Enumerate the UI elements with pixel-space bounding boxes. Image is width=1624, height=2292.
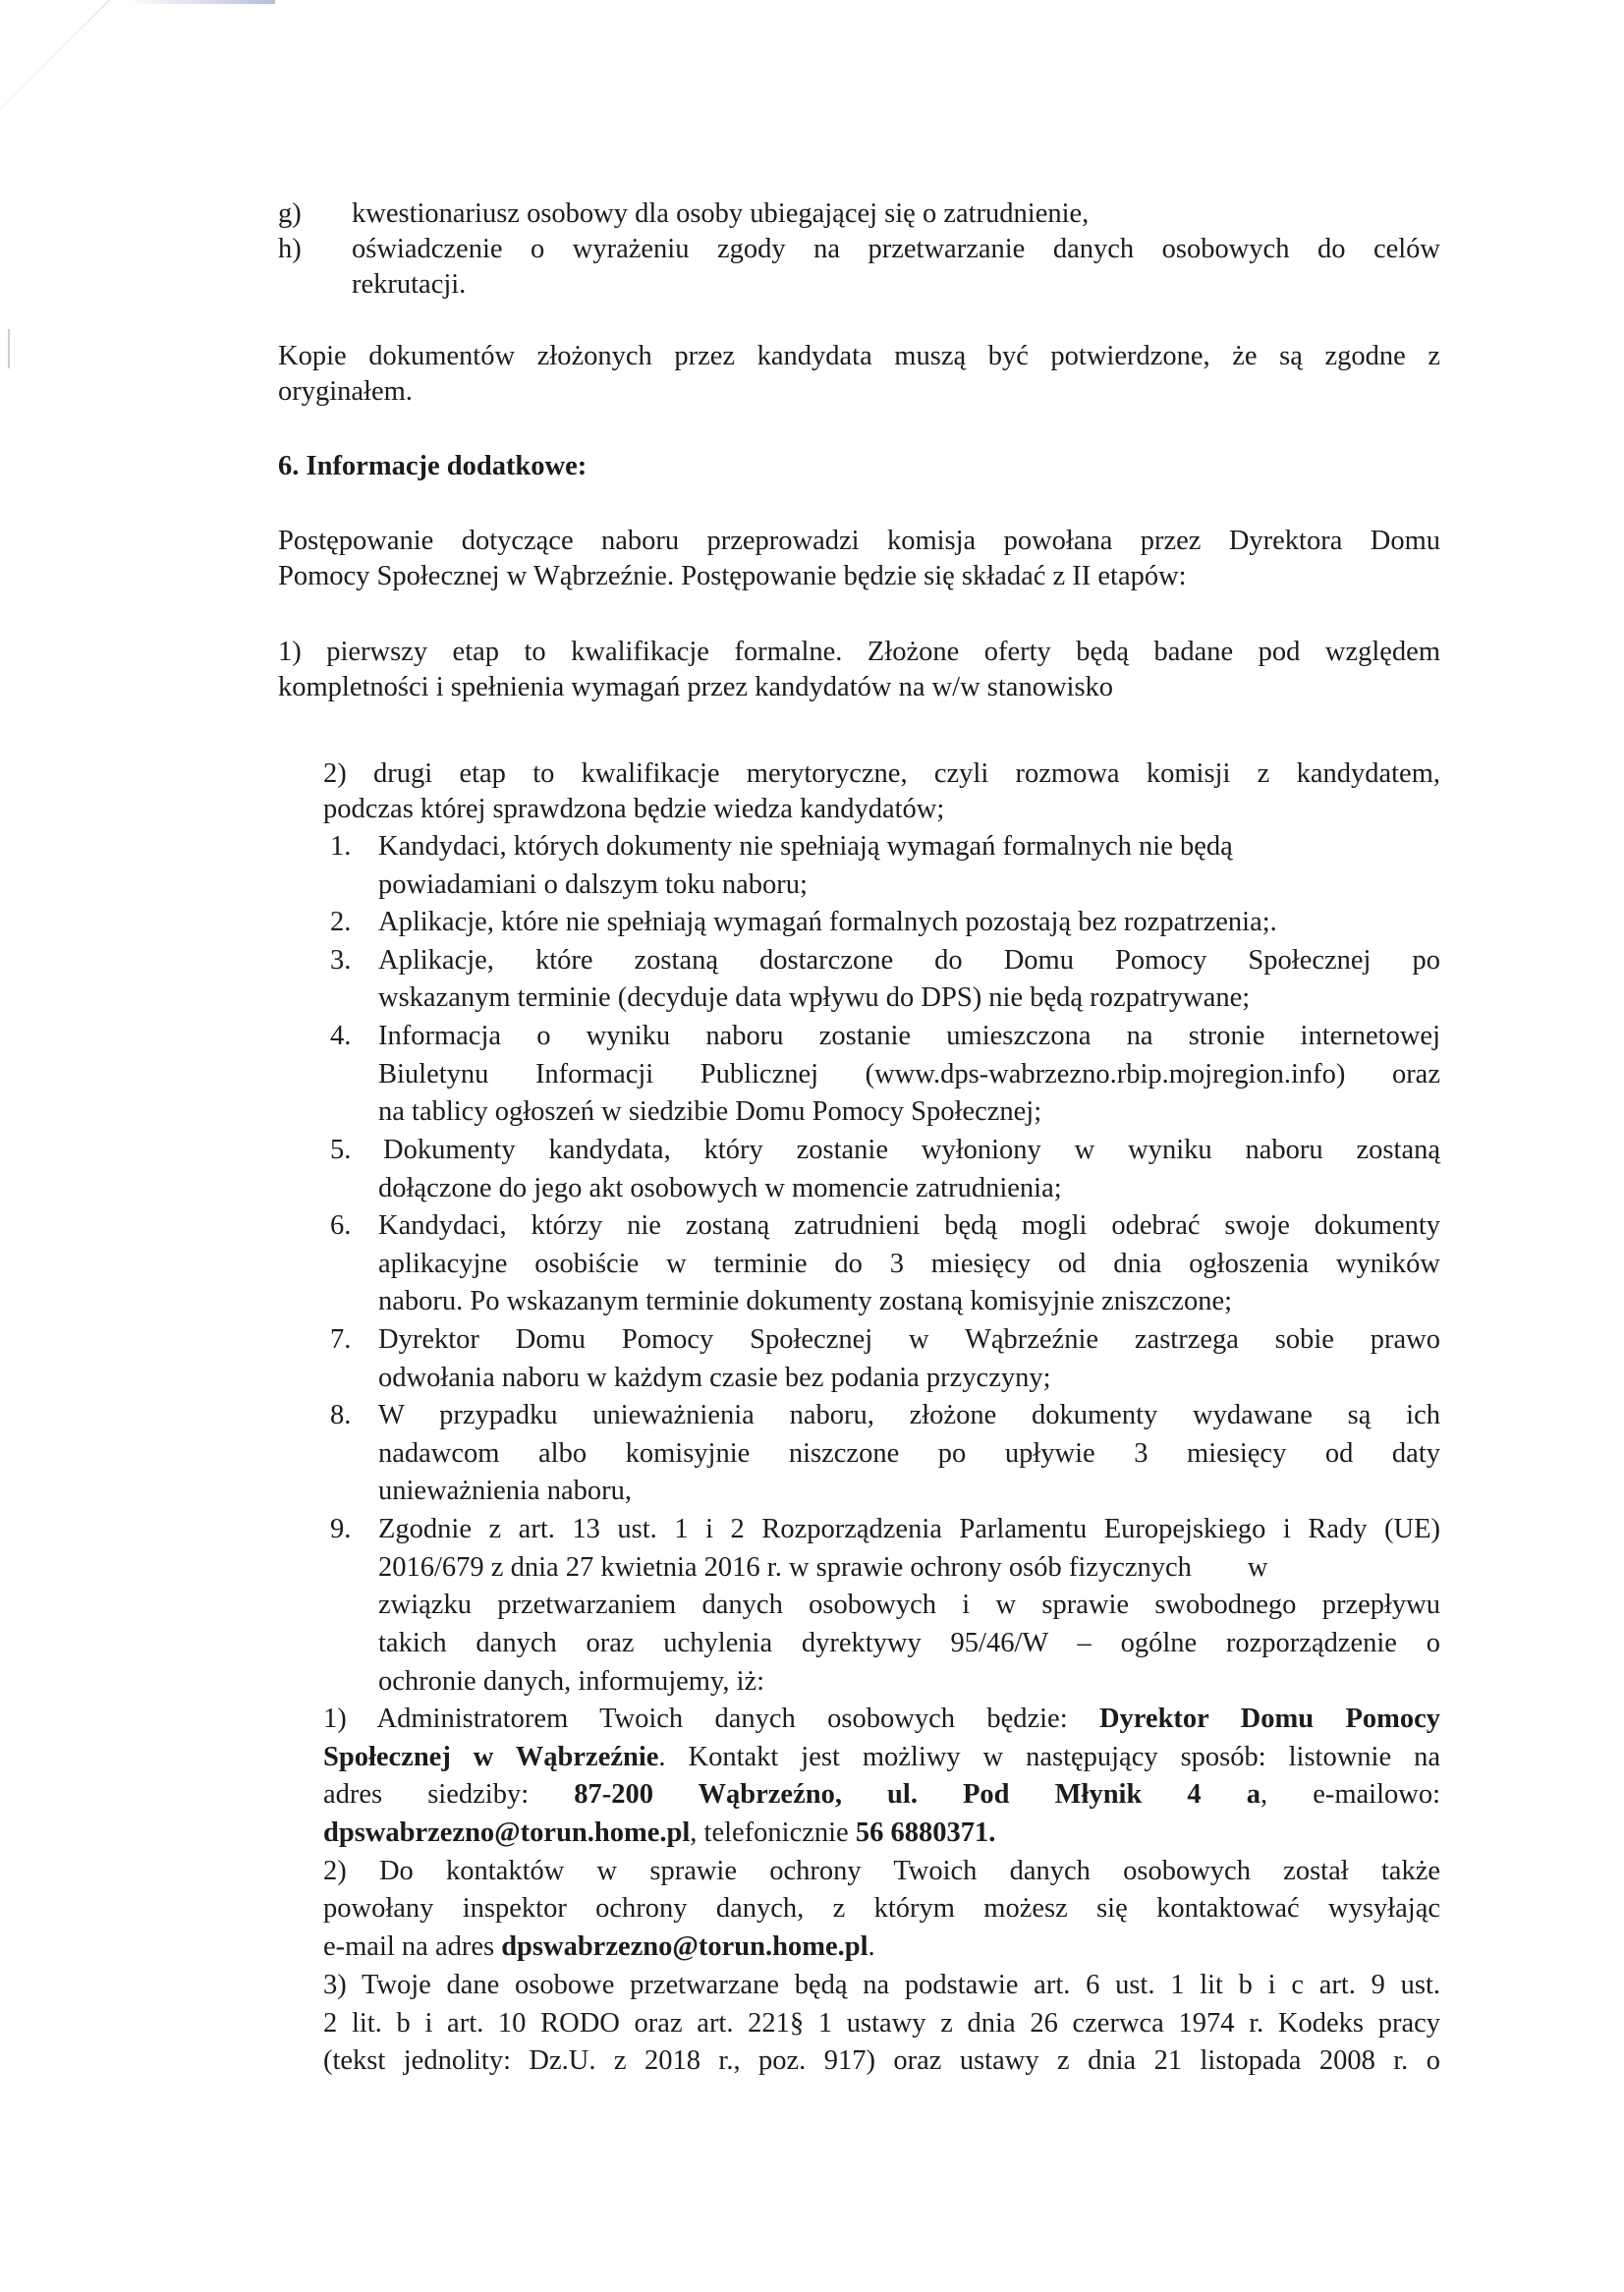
numbered-item-text: na tablicy ogłoszeń w siedzibie Domu Pomocy Społecznej; xyxy=(378,1096,1042,1127)
list-item-text: kwestionariusz osobowy dla osoby ubiegającej się o zatrudnienie, xyxy=(352,198,1090,229)
copies-note: Kopie dokumentów złożonych przez kandydata muszą być potwierdzone, że są zgodne z xyxy=(278,341,1440,371)
rodo-legal-basis-line: 2 lit. b i art. 10 RODO oraz art. 221§ 1 ustawy z dnia 26 czerwca 1974 r. Kodeks pracy xyxy=(323,2008,1440,2039)
stage-1-text: 1) pierwszy etap to kwalifikacje formalne. Złożone oferty będą badane pod względem xyxy=(278,637,1440,667)
administrator-name: Dyrektor Domu Pomocy xyxy=(1098,1704,1440,1734)
item-number: 6. xyxy=(330,1210,352,1241)
text: , e-mailowo: xyxy=(1260,1779,1441,1810)
email-address: dpswabrzezno@torun.home.pl xyxy=(501,1931,868,1962)
numbered-item-text: wskazanym terminie (decyduje data wpływu do DPS) nie będą rozpatrywane; xyxy=(378,982,1251,1013)
numbered-item-text: Kandydaci, którzy nie zostaną zatrudnieni będą mogli odebrać swoje dokumenty xyxy=(378,1210,1440,1241)
item-number: 4. xyxy=(330,1021,352,1051)
administrator-name: Społecznej w Wąbrzeźnie xyxy=(323,1742,659,1772)
paragraph-line: Postępowanie dotyczące naboru przeprowadzi komisja powołana przez Dyrektora Domu xyxy=(278,526,1440,556)
list-item-text: rekrutacji. xyxy=(352,269,467,300)
numbered-item-text: naboru. Po wskazanym terminie dokumenty zostaną komisyjnie zniszczone; xyxy=(378,1286,1233,1316)
scan-artifact xyxy=(8,329,10,368)
email-address: dpswabrzezno@torun.home.pl xyxy=(323,1817,691,1848)
rodo-admin-line xyxy=(323,1702,1440,1737)
phone-number: 56 6880371. xyxy=(855,1817,996,1848)
section-heading: 6. Informacje dodatkowe: xyxy=(278,451,588,481)
numbered-item-text: Zgodnie z art. 13 ust. 1 i 2 Rozporządzenia Parlamentu Europejskiego i Rady (UE) xyxy=(378,1514,1440,1544)
numbered-item-text: W przypadku unieważnienia naboru, złożone dokumenty wydawane są ich xyxy=(378,1400,1440,1430)
numbered-item-text: Informacja o wyniku naboru zostanie umieszczona na stronie internetowej xyxy=(378,1021,1440,1051)
stage-2-text: 2) drugi etap to kwalifikacje merytoryczne, czyli rozmowa komisji z kandydatem, xyxy=(323,758,1440,789)
text: adres siedziby: xyxy=(323,1779,575,1810)
list-marker: h) xyxy=(278,234,302,264)
numbered-item-text: powiadamiani o dalszym toku naboru; xyxy=(378,869,808,900)
item-number: 3. xyxy=(330,945,352,976)
numbered-item-text: 2016/679 z dnia 27 kwietnia 2016 r. w sprawie ochrony osób fizycznych w xyxy=(378,1552,1268,1583)
paragraph-line: Pomocy Społecznej w Wąbrzeźnie. Postępowanie będzie się składać z II etapów: xyxy=(278,561,1187,591)
numbered-item-text: takich danych oraz uchylenia dyrektywy 95/46/W – ogólne rozporządzenie o xyxy=(378,1628,1440,1658)
item-number: 1. xyxy=(330,831,352,862)
text: . xyxy=(868,1931,875,1962)
item-number: 5. xyxy=(330,1135,352,1165)
rodo-admin-line xyxy=(323,1740,1440,1775)
item-number: 2. xyxy=(330,907,352,937)
rodo-address-line xyxy=(323,1777,1440,1813)
scan-artifact xyxy=(0,0,289,148)
numbered-item-text: związku przetwarzaniem danych osobowych i w sprawie swobodnego przepływu xyxy=(378,1590,1440,1620)
numbered-item-text: aplikacyjne osobiście w terminie do 3 miesięcy od dnia ogłoszenia wyników xyxy=(378,1249,1440,1279)
rodo-legal-basis-line: (tekst jednolity: Dz.U. z 2018 r., poz. 917) oraz ustawy z dnia 21 listopada 2008 r. o xyxy=(323,2045,1440,2076)
item-number: 9. xyxy=(330,1514,352,1544)
numbered-item-text: dołączone do jego akt osobowych w momencie zatrudnienia; xyxy=(378,1173,1062,1203)
numbered-item-text: ochronie danych, informujemy, iż: xyxy=(378,1666,765,1697)
text: . Kontakt jest możliwy w następujący sposób: listownie na xyxy=(658,1742,1440,1772)
item-number: 7. xyxy=(330,1324,352,1355)
numbered-item-text: odwołania naboru w każdym czasie bez podania przyczyny; xyxy=(378,1363,1051,1393)
numbered-item-text: Kandydaci, których dokumenty nie spełniają wymagań formalnych nie będą xyxy=(378,831,1233,862)
numbered-item-text: Aplikacje, które nie spełniają wymagań formalnych pozostają bez rozpatrzenia;. xyxy=(378,907,1277,937)
numbered-item-text: Dokumenty kandydata, który zostanie wyłoniony w wyniku naboru zostaną xyxy=(383,1135,1440,1165)
postal-address: 87-200 Wąbrzeźno, ul. Pod Młynik 4 a xyxy=(574,1779,1260,1810)
list-marker: g) xyxy=(278,198,302,229)
numbered-item-text: Dyrektor Domu Pomocy Społecznej w Wąbrzeźnie zastrzega sobie prawo xyxy=(378,1324,1440,1355)
text: , telefonicznie xyxy=(690,1817,856,1848)
rodo-inspector-line xyxy=(323,1929,875,1965)
scan-artifact xyxy=(128,0,275,4)
numbered-item-text: Biuletynu Informacji Publicznej (www.dps-wabrzezno.rbip.mojregion.info) oraz xyxy=(378,1059,1440,1090)
rodo-inspector-line: 2) Do kontaktów w sprawie ochrony Twoich danych osobowych został także xyxy=(323,1856,1440,1886)
rodo-contact-line xyxy=(323,1816,995,1851)
rodo-legal-basis-line: 3) Twoje dane osobowe przetwarzane będą na podstawie art. 6 ust. 1 lit b i c art. 9 ust. xyxy=(323,1970,1440,2000)
numbered-item-text: unieważnienia naboru, xyxy=(378,1476,632,1506)
numbered-item-text: nadawcom albo komisyjnie niszczone po upływie 3 miesięcy od daty xyxy=(378,1438,1440,1469)
stage-1-text: kompletności i spełnienia wymagań przez kandydatów na w/w stanowisko xyxy=(278,672,1114,702)
text: 1) Administratorem Twoich danych osobowych będzie: xyxy=(323,1704,1099,1734)
rodo-inspector-line: powołany inspektor ochrony danych, z którym możesz się kontaktować wysyłając xyxy=(323,1893,1440,1924)
item-number: 8. xyxy=(330,1400,352,1430)
list-item-text: oświadczenie o wyrażeniu zgody na przetwarzanie danych osobowych do celów xyxy=(352,234,1440,264)
text: e-mail na adres xyxy=(323,1931,502,1962)
numbered-item-text: Aplikacje, które zostaną dostarczone do Domu Pomocy Społecznej po xyxy=(378,945,1440,976)
stage-2-text: podczas której sprawdzona będzie wiedza kandydatów; xyxy=(323,794,945,824)
copies-note: oryginałem. xyxy=(278,376,413,407)
